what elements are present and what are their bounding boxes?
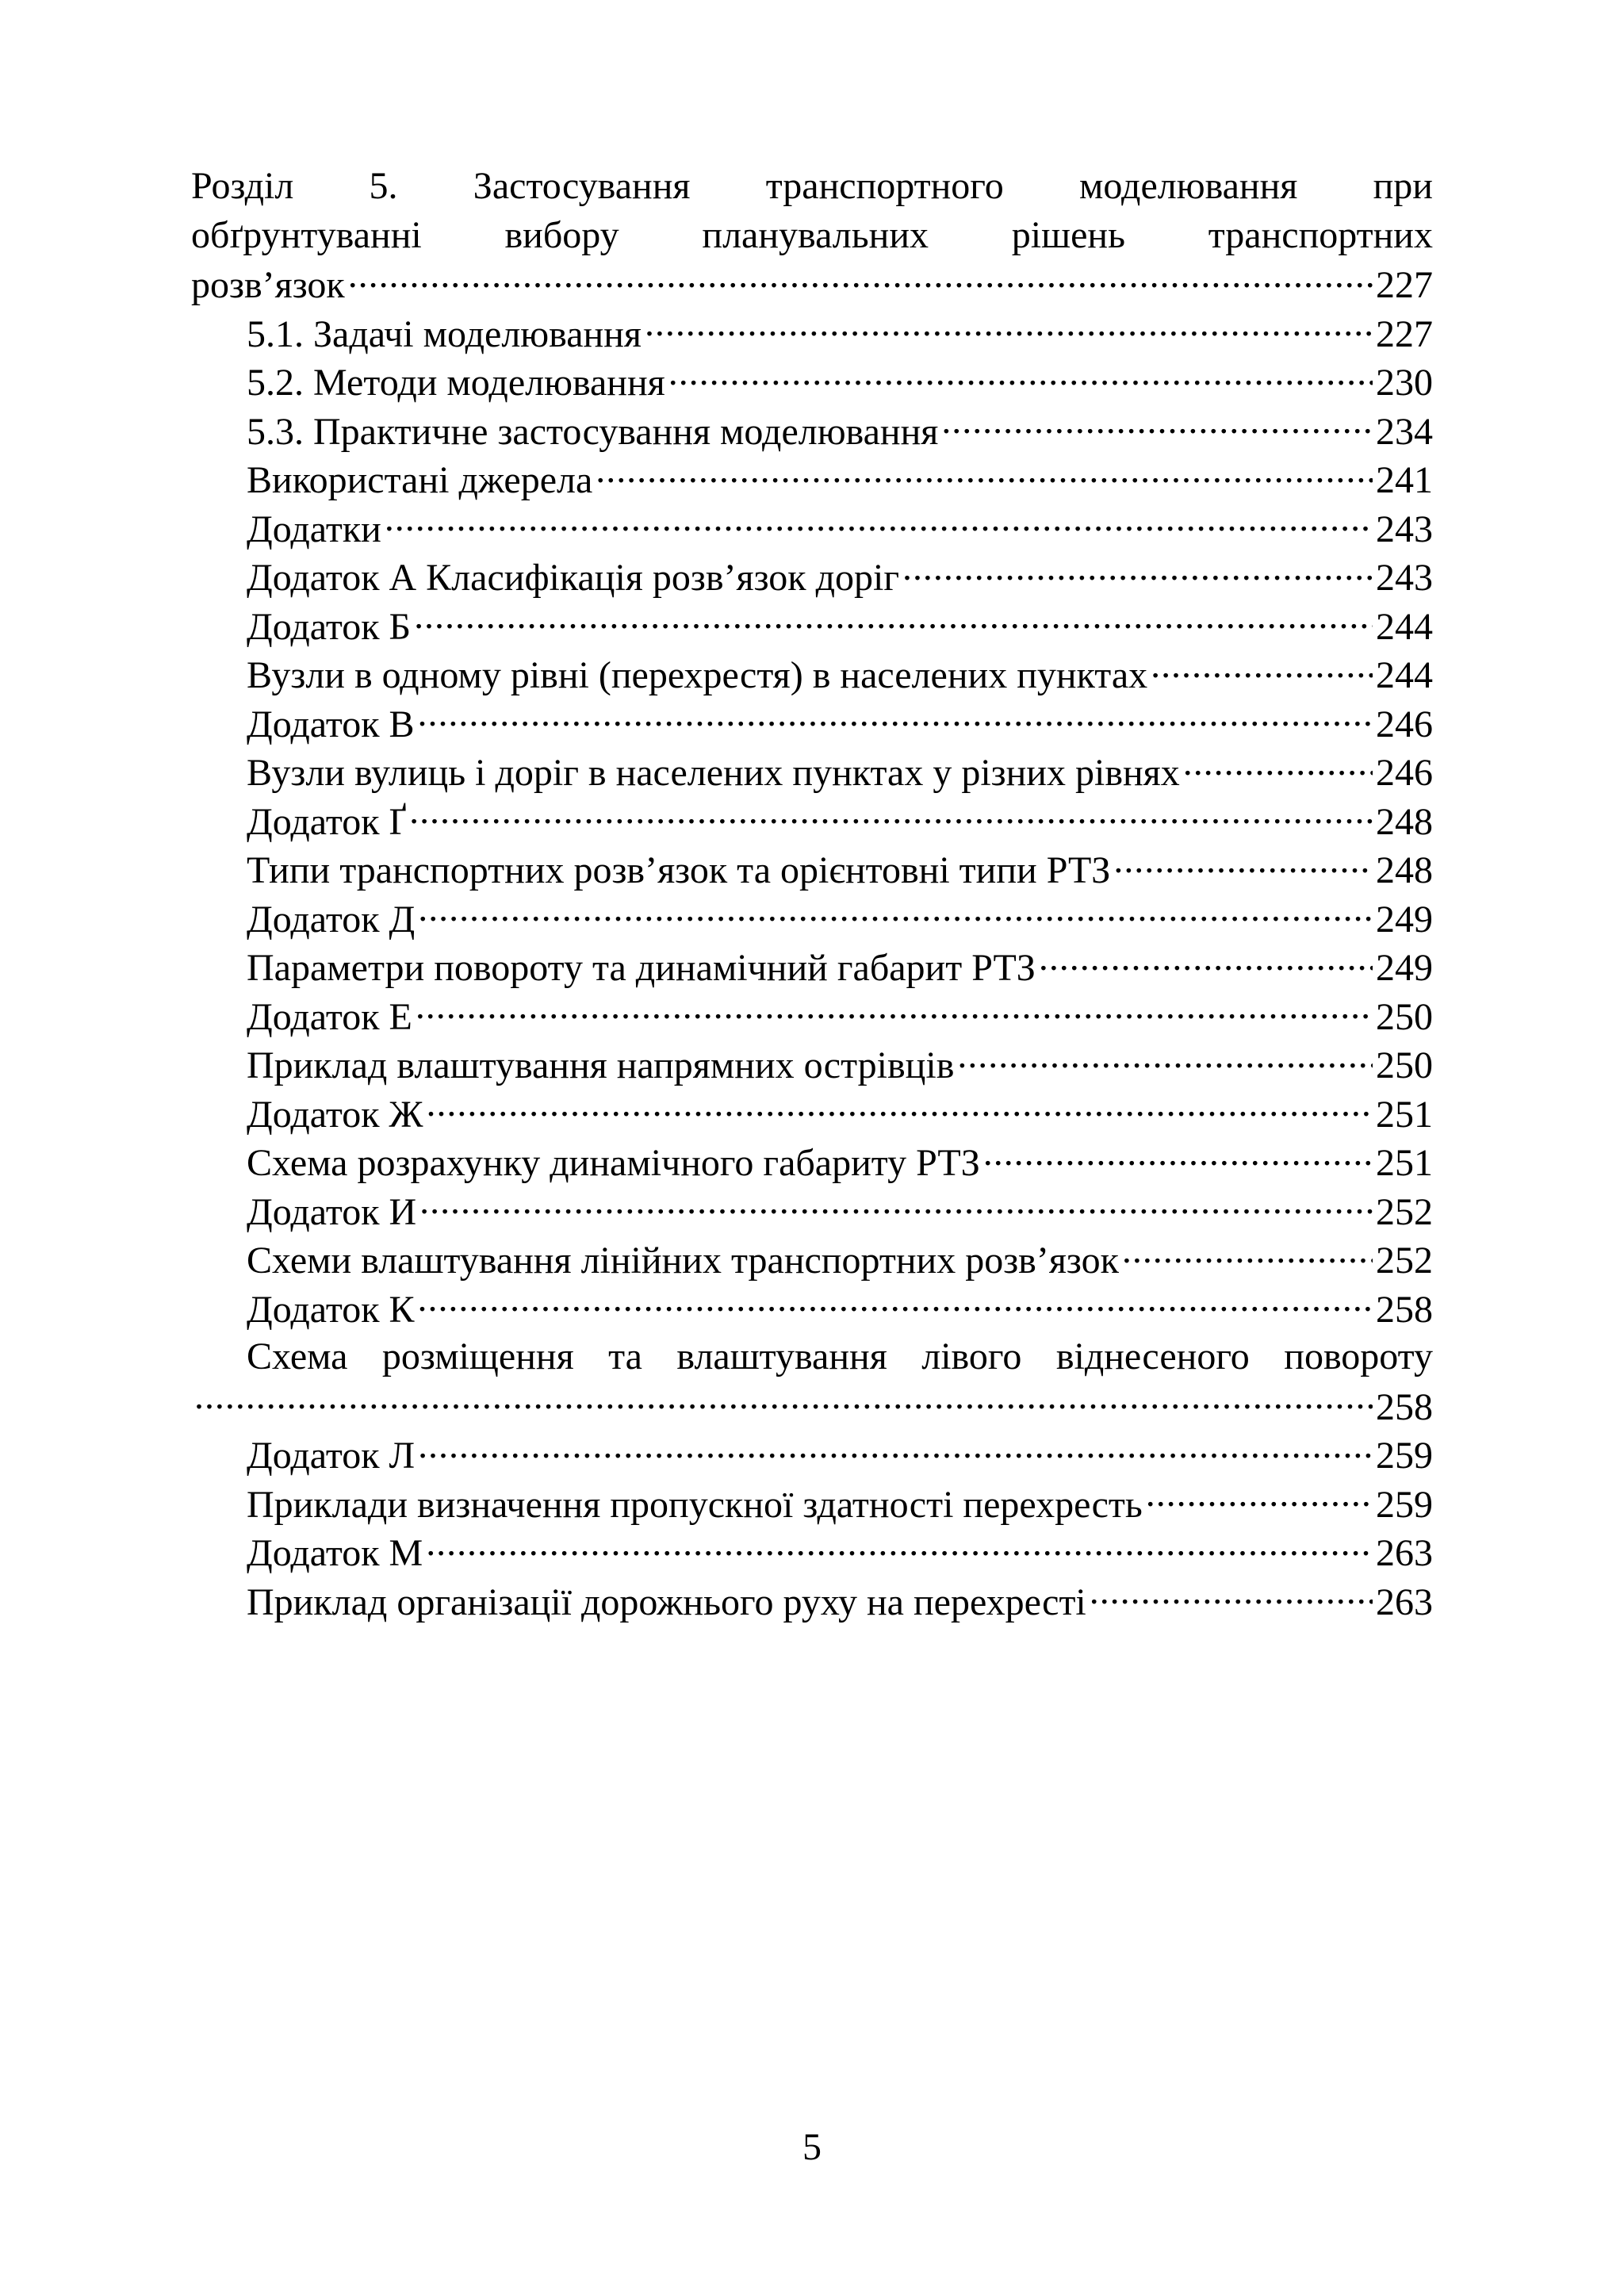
toc-entry-label: Додаток В (247, 703, 415, 745)
toc-entry-page: 243 (1376, 508, 1433, 550)
toc-entry-page: 252 (1376, 1239, 1433, 1282)
toc-entry (191, 1040, 1433, 1089)
dot-leader (194, 1381, 1373, 1420)
toc-entry (191, 1137, 1433, 1186)
dot-leader (416, 991, 1373, 1029)
toc-entry-label: Додаток Л (247, 1435, 416, 1477)
toc-entry-label: Схеми влаштування лінійних транспортних розв’язок (247, 1239, 1119, 1282)
toc-entry-label: Схема розрахунку динамічного габариту РТЗ (247, 1142, 980, 1184)
page-number: 5 (802, 2126, 822, 2168)
toc-entry-label: розв’язок (191, 264, 345, 306)
toc-entry (191, 1577, 1433, 1626)
toc-entries (191, 308, 1433, 1333)
toc-entry (191, 1186, 1433, 1236)
dot-leader (1122, 1235, 1373, 1273)
toc-entry (191, 796, 1433, 845)
toc-entry-page: 227 (1376, 312, 1433, 355)
toc-entry (191, 308, 1433, 358)
toc-entry (191, 699, 1433, 748)
toc-entry (191, 357, 1433, 406)
dot-leader (957, 1040, 1373, 1078)
toc-entry-label: 5.2. Методи моделювання (247, 362, 665, 404)
toc-entry-page: 246 (1376, 703, 1433, 745)
dot-leader (409, 796, 1373, 834)
table-of-contents (191, 162, 1433, 1625)
toc-entry (191, 504, 1433, 553)
toc-entry (191, 894, 1433, 943)
dot-leader (902, 552, 1373, 590)
toc-entry-page: 244 (1376, 605, 1433, 648)
toc-entry-page: 263 (1376, 1532, 1433, 1574)
dot-leader (645, 308, 1373, 347)
toc-entry-page: 263 (1376, 1580, 1433, 1623)
toc-entry (191, 747, 1433, 796)
toc-entry-page: 243 (1376, 557, 1433, 599)
toc-entry-label: Приклад влаштування напрямних острівців (247, 1044, 955, 1086)
toc-entry-label: Типи транспортних розв’язок та орієнтовні типи РТЗ (247, 849, 1111, 891)
dot-leader (983, 1137, 1373, 1175)
toc-entry-label: Додаток Ж (247, 1093, 423, 1136)
dot-leader (418, 894, 1373, 932)
dot-leader (426, 1527, 1373, 1565)
dot-leader (418, 699, 1373, 737)
toc-entry-label: 5.3. Практичне застосування моделювання (247, 410, 939, 453)
dot-leader (385, 504, 1373, 542)
toc-entry (191, 1284, 1433, 1333)
toc-entry-page: 250 (1376, 995, 1433, 1038)
toc-entry-page: 252 (1376, 1190, 1433, 1233)
toc-entry-page: 248 (1376, 800, 1433, 843)
toc-entry-label: Додаток М (247, 1532, 423, 1574)
toc-entry-page: 250 (1376, 1044, 1433, 1086)
dot-leader (418, 1430, 1373, 1468)
toc-entry-label: Приклади визначення пропускної здатності перехресть (247, 1483, 1143, 1526)
dot-leader (418, 1284, 1373, 1322)
dot-leader (348, 259, 1373, 297)
toc-entry-label: Додаток И (247, 1190, 417, 1233)
dot-leader (668, 357, 1373, 395)
toc-entry-page: 251 (1376, 1093, 1433, 1136)
toc-entry (191, 259, 1433, 308)
dot-leader (427, 1089, 1373, 1127)
dot-leader (1113, 845, 1373, 883)
toc-entry (191, 845, 1433, 894)
toc-entry-page: 258 (1376, 1385, 1433, 1428)
toc-entry (191, 601, 1433, 650)
toc-entry-page: 251 (1376, 1142, 1433, 1184)
dot-leader (1151, 649, 1373, 688)
toc-entry (191, 406, 1433, 455)
dot-leader (419, 1186, 1373, 1224)
toc-entry-label: 5.1. Задачі моделювання (247, 312, 642, 355)
toc-entry (191, 552, 1433, 601)
dot-leader (1183, 747, 1373, 785)
dot-leader (941, 406, 1373, 444)
toc-entry-page: 234 (1376, 410, 1433, 453)
toc-entry-wrapped (191, 1381, 1433, 1431)
toc-entry-label: Вузли вулиць і доріг в населених пунктах у різних рівнях (247, 752, 1180, 794)
toc-entry-page: 246 (1376, 752, 1433, 794)
toc-entry-label: Вузли в одному рівні (перехрестя) в населених пунктах (247, 654, 1148, 696)
toc-entry-label: Додаток Б (247, 605, 412, 648)
toc-entry-page: 241 (1376, 459, 1433, 501)
dot-leader (414, 601, 1373, 639)
toc-entry-label: Використані джерела (247, 459, 593, 501)
chapter-heading (191, 162, 1433, 259)
toc-entry (191, 1430, 1433, 1479)
toc-entry-label: Додаток Ґ (247, 800, 407, 843)
toc-entry (191, 1527, 1433, 1577)
toc-entry-label: Приклад організації дорожнього руху на перехресті (247, 1580, 1086, 1623)
toc-entry (191, 454, 1433, 504)
chapter-heading-line-1: Розділ 5. Застосування транспортного моделювання при (191, 165, 1433, 207)
toc-entry-label: Додаток К (247, 1288, 415, 1331)
toc-entry-page: 227 (1376, 264, 1433, 306)
dot-leader (1039, 942, 1373, 980)
toc-entry (191, 649, 1433, 699)
toc-entry-label: Параметри повороту та динамічний габарит РТЗ (247, 947, 1036, 989)
toc-entries-after (191, 1430, 1433, 1625)
toc-entry (191, 1089, 1433, 1138)
toc-entry-wrapped-label: Схема розміщення та влаштування лівого віднесеного повороту (247, 1335, 1433, 1377)
toc-entry-page: 259 (1376, 1435, 1433, 1477)
toc-entry-page: 249 (1376, 898, 1433, 941)
toc-entry (191, 942, 1433, 991)
toc-entry-page: 230 (1376, 362, 1433, 404)
toc-entry-label: Додаток А Класифікація розв’язок доріг (247, 557, 900, 599)
toc-entry (191, 991, 1433, 1040)
toc-entry-page: 244 (1376, 654, 1433, 696)
dot-leader (1090, 1577, 1373, 1615)
chapter-heading-line-2: обґрунтуванні вибору планувальних рішень транспортних (191, 213, 1433, 256)
dot-leader (596, 454, 1373, 492)
toc-entry-label: Додаток Е (247, 995, 412, 1038)
toc-entry-page: 259 (1376, 1483, 1433, 1526)
toc-entry (191, 1479, 1433, 1528)
dot-leader (1146, 1479, 1373, 1517)
toc-entry-label: Додатки (247, 508, 381, 550)
toc-entry-page: 249 (1376, 947, 1433, 989)
toc-entry-label: Додаток Д (247, 898, 416, 941)
toc-entry-page: 248 (1376, 849, 1433, 891)
toc-entry-page: 258 (1376, 1288, 1433, 1331)
toc-entry (191, 1235, 1433, 1284)
